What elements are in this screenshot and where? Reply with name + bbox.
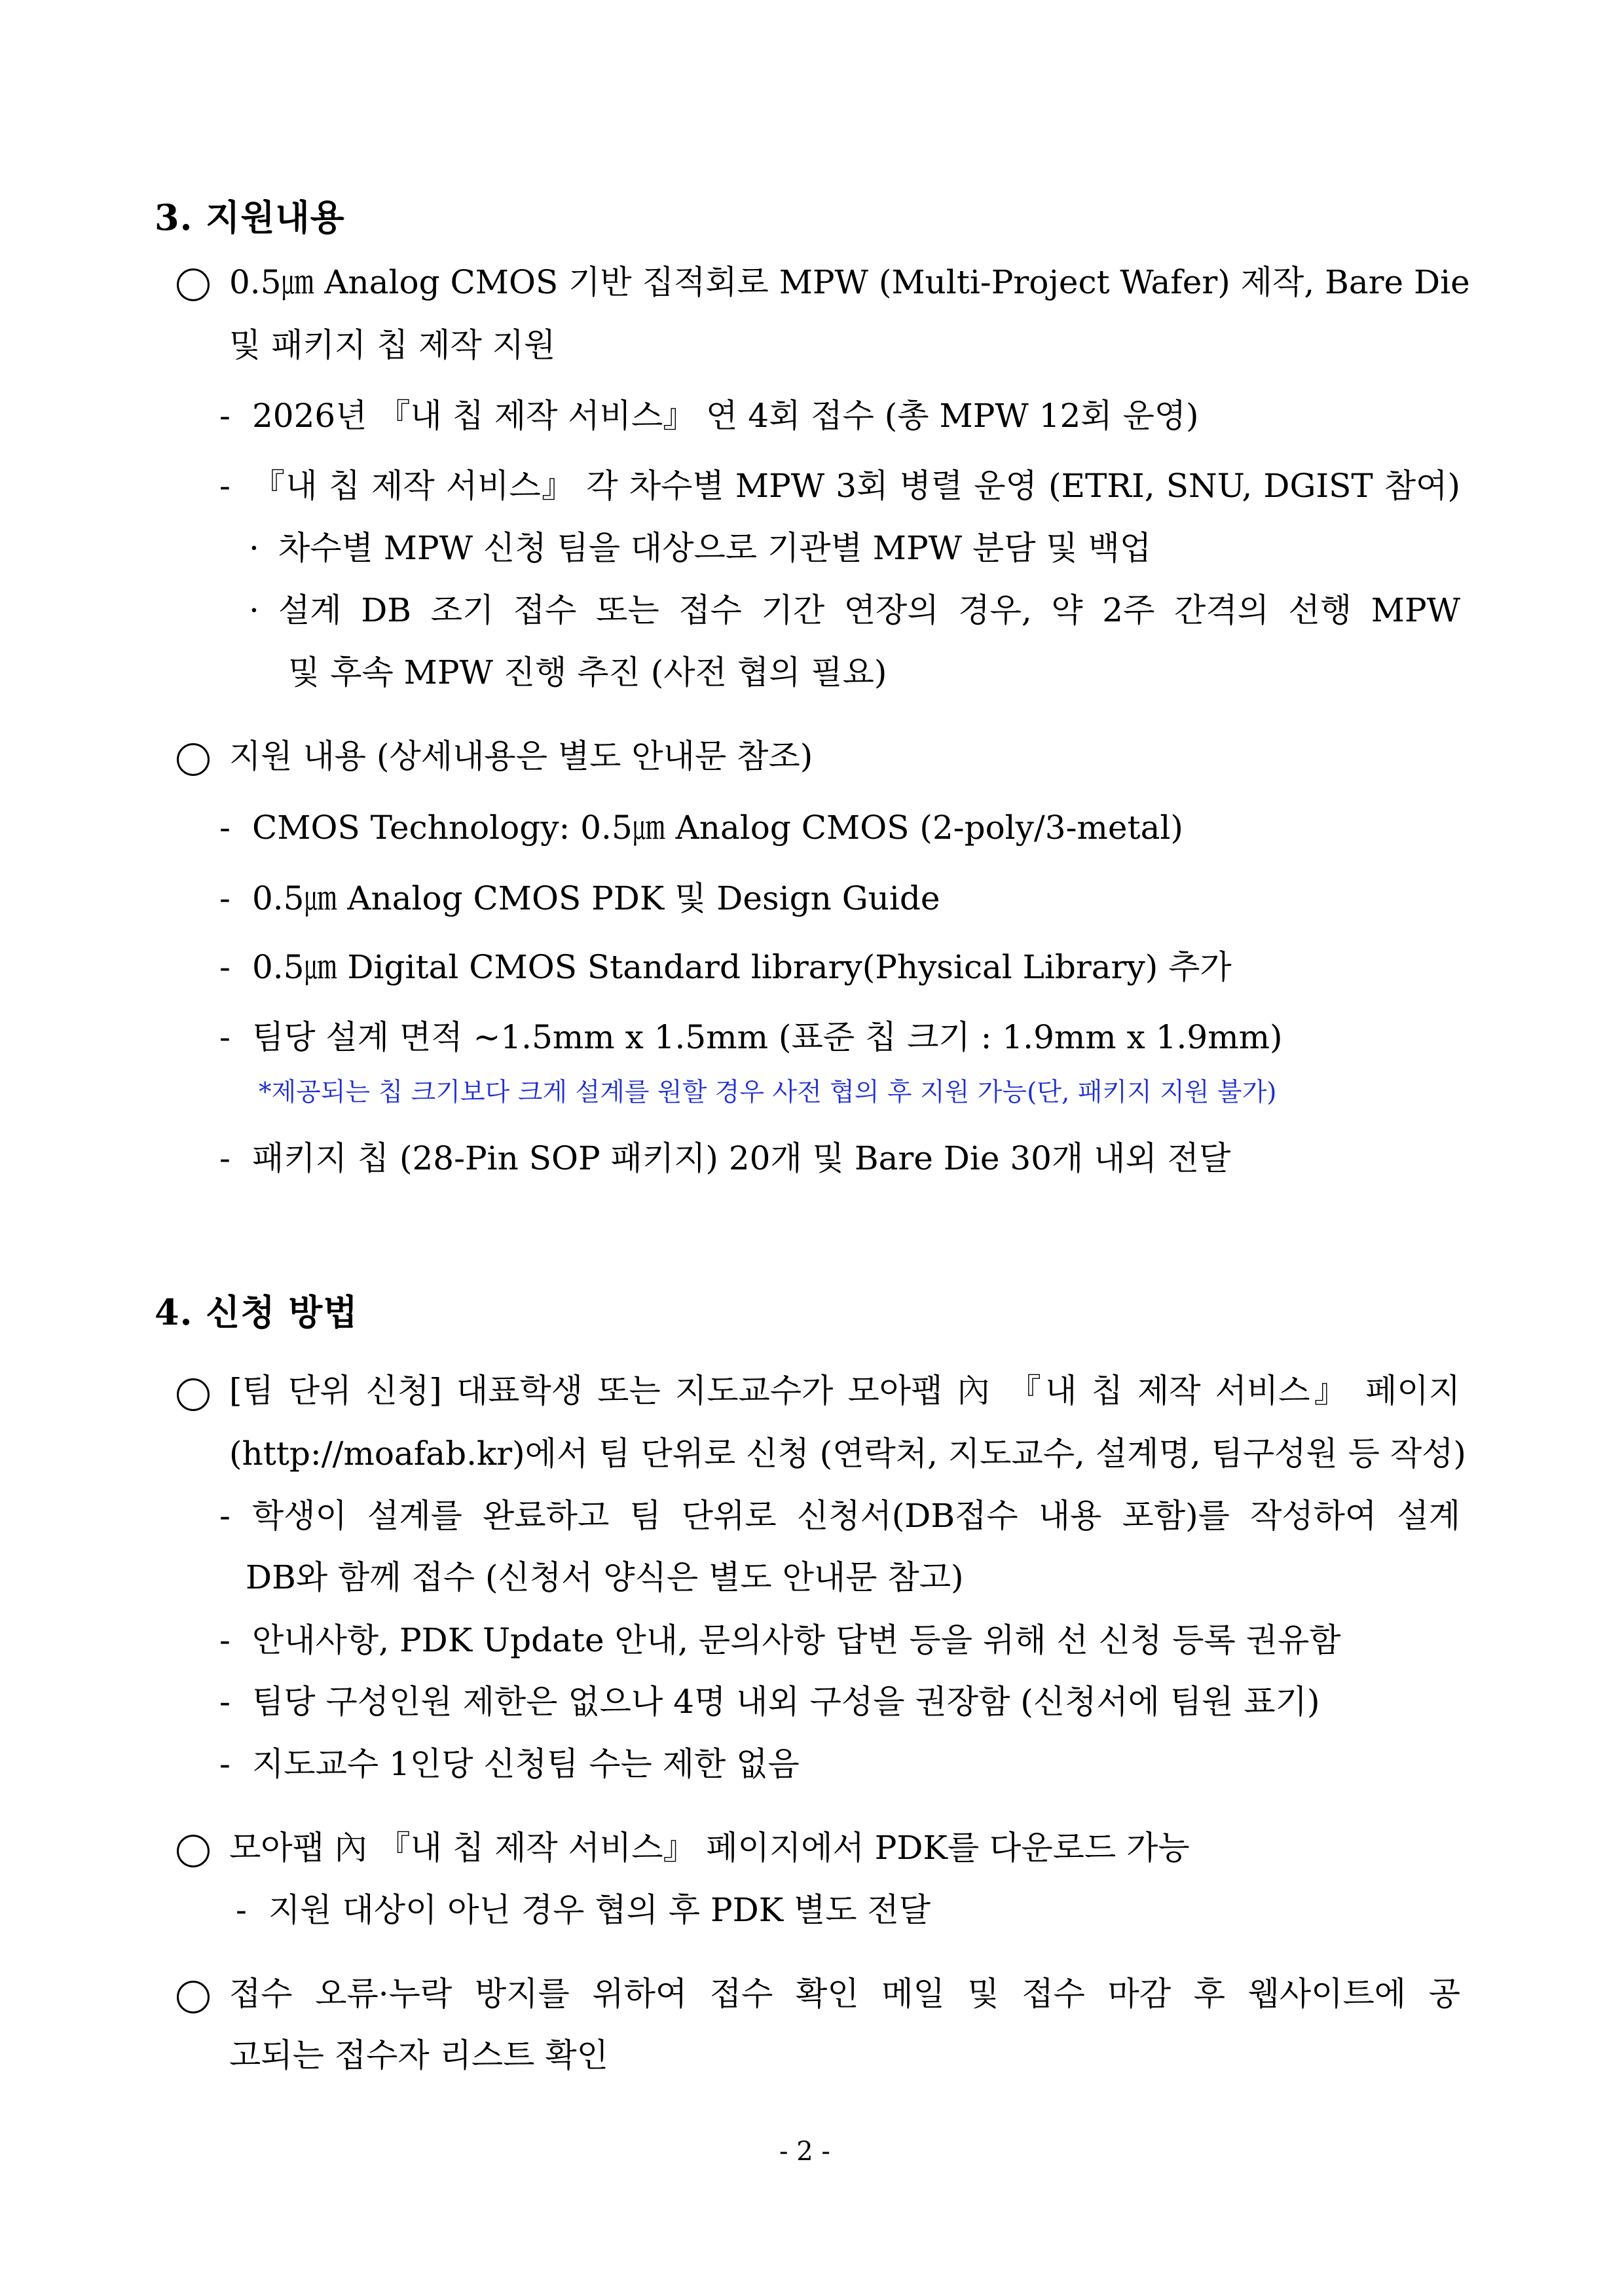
s3-item2-sub4: 팀당 설계 면적 ~1.5mm x 1.5mm (표준 칩 크기 : 1.9mm x 1.9mm) — [252, 1018, 1283, 1056]
section-3-heading: 3. 지원내용 — [155, 196, 345, 238]
s4-item1-sub2: 안내사항, PDK Update 안내, 문의사항 답변 등을 위해 선 신청 등록 권유함 — [252, 1621, 1341, 1659]
dash-marker: - — [219, 948, 231, 986]
dash-marker: - — [219, 467, 231, 505]
s3-item2-note: *제공되는 칩 크기보다 크게 설계를 원할 경우 사전 협의 후 지원 가능(단, 패키지 지원 불가) — [259, 1078, 1277, 1107]
s3-item1-sub2: 『내 칩 제작 서비스』 각 차수별 MPW 3회 병렬 운영 (ETRI, SNU, DGIST 참여) — [252, 467, 1460, 505]
dot-marker: · — [249, 591, 259, 629]
s4-item2-text: 모아팹 內 『내 칩 제작 서비스』 페이지에서 PDK를 다운로드 가능 — [229, 1829, 1190, 1867]
circle-bullet-icon — [177, 743, 210, 776]
s4-item1-line2: (http://moafab.kr)에서 팀 단위로 신청 (연락처, 지도교수, 설계명, 팀구성원 등 작성) — [229, 1435, 1466, 1473]
section-4-heading: 4. 신청 방법 — [155, 1291, 358, 1333]
s4-item2-sub1: 지원 대상이 아닌 경우 협의 후 PDK 별도 전달 — [268, 1891, 931, 1929]
s4-item1-sub3: 팀당 구성인원 제한은 없으나 4명 내외 구성을 권장함 (신청서에 팀원 표기) — [252, 1683, 1320, 1721]
s3-item2-text: 지원 내용 (상세내용은 별도 안내문 참조) — [229, 737, 813, 775]
dash-marker: - — [236, 1891, 247, 1929]
s3-item2-sub2: 0.5㎛ Analog CMOS PDK 및 Design Guide — [252, 879, 940, 917]
circle-bullet-icon — [177, 1981, 210, 2013]
s4-item1-line1: [팀 단위 신청] 대표학생 또는 지도교수가 모아팹 內 『내 칩 제작 서비스』 페이지 — [229, 1372, 1460, 1410]
s3-item1-line2: 및 패키지 칩 제작 지원 — [229, 326, 556, 364]
s3-item1-sub1: 2026년 『내 칩 제작 서비스』 연 4회 접수 (총 MPW 12회 운영) — [252, 397, 1199, 435]
s4-item3-line1: 접수 오류·누락 방지를 위하여 접수 확인 메일 및 접수 마감 후 웹사이트에 공 — [229, 1975, 1460, 2013]
dash-marker: - — [219, 1745, 231, 1783]
s4-item3-line2: 고되는 접수자 리스트 확인 — [229, 2036, 608, 2074]
circle-bullet-icon — [177, 1835, 210, 1867]
s3-item1-bullet1: 차수별 MPW 신청 팀을 대상으로 기관별 MPW 분담 및 백업 — [278, 529, 1152, 567]
s3-item1-bullet2-line1: 설계 DB 조기 접수 또는 접수 기간 연장의 경우, 약 2주 간격의 선행 MPW — [278, 591, 1460, 629]
dash-marker: - — [219, 879, 231, 917]
s3-item2-sub5: 패키지 칩 (28-Pin SOP 패키지) 20개 및 Bare Die 30개 내외 전달 — [252, 1139, 1231, 1177]
s4-item1-sub4: 지도교수 1인당 신청팀 수는 제한 없음 — [252, 1745, 800, 1783]
circle-bullet-icon — [177, 268, 210, 301]
s3-item2-sub1: CMOS Technology: 0.5㎛ Analog CMOS (2-poly/3-metal) — [252, 809, 1183, 847]
s4-item1-sub1-line2: DB와 함께 접수 (신청서 양식은 별도 안내문 참고) — [246, 1558, 964, 1596]
dash-marker: - — [219, 1139, 231, 1177]
dash-marker: - — [219, 397, 231, 435]
s4-item1-sub1-line1: 학생이 설계를 완료하고 팀 단위로 신청서(DB접수 내용 포함)를 작성하여 설계 — [252, 1497, 1460, 1535]
dot-marker: · — [249, 529, 259, 567]
dash-marker: - — [219, 1683, 231, 1721]
dash-marker: - — [219, 1621, 231, 1659]
dash-marker: - — [219, 809, 231, 847]
s3-item1-bullet2-line2: 및 후속 MPW 진행 추진 (사전 협의 필요) — [288, 653, 887, 691]
s3-item2-sub3: 0.5㎛ Digital CMOS Standard library(Physical Library) 추가 — [252, 948, 1232, 986]
dash-marker: - — [219, 1018, 231, 1056]
dash-marker: - — [219, 1497, 231, 1535]
circle-bullet-icon — [177, 1378, 210, 1411]
s3-item1-line1: 0.5㎛ Analog CMOS 기반 집적회로 MPW (Multi-Project Wafer) 제작, Bare Die — [229, 263, 1470, 301]
page-number: - 2 - — [779, 2137, 830, 2167]
